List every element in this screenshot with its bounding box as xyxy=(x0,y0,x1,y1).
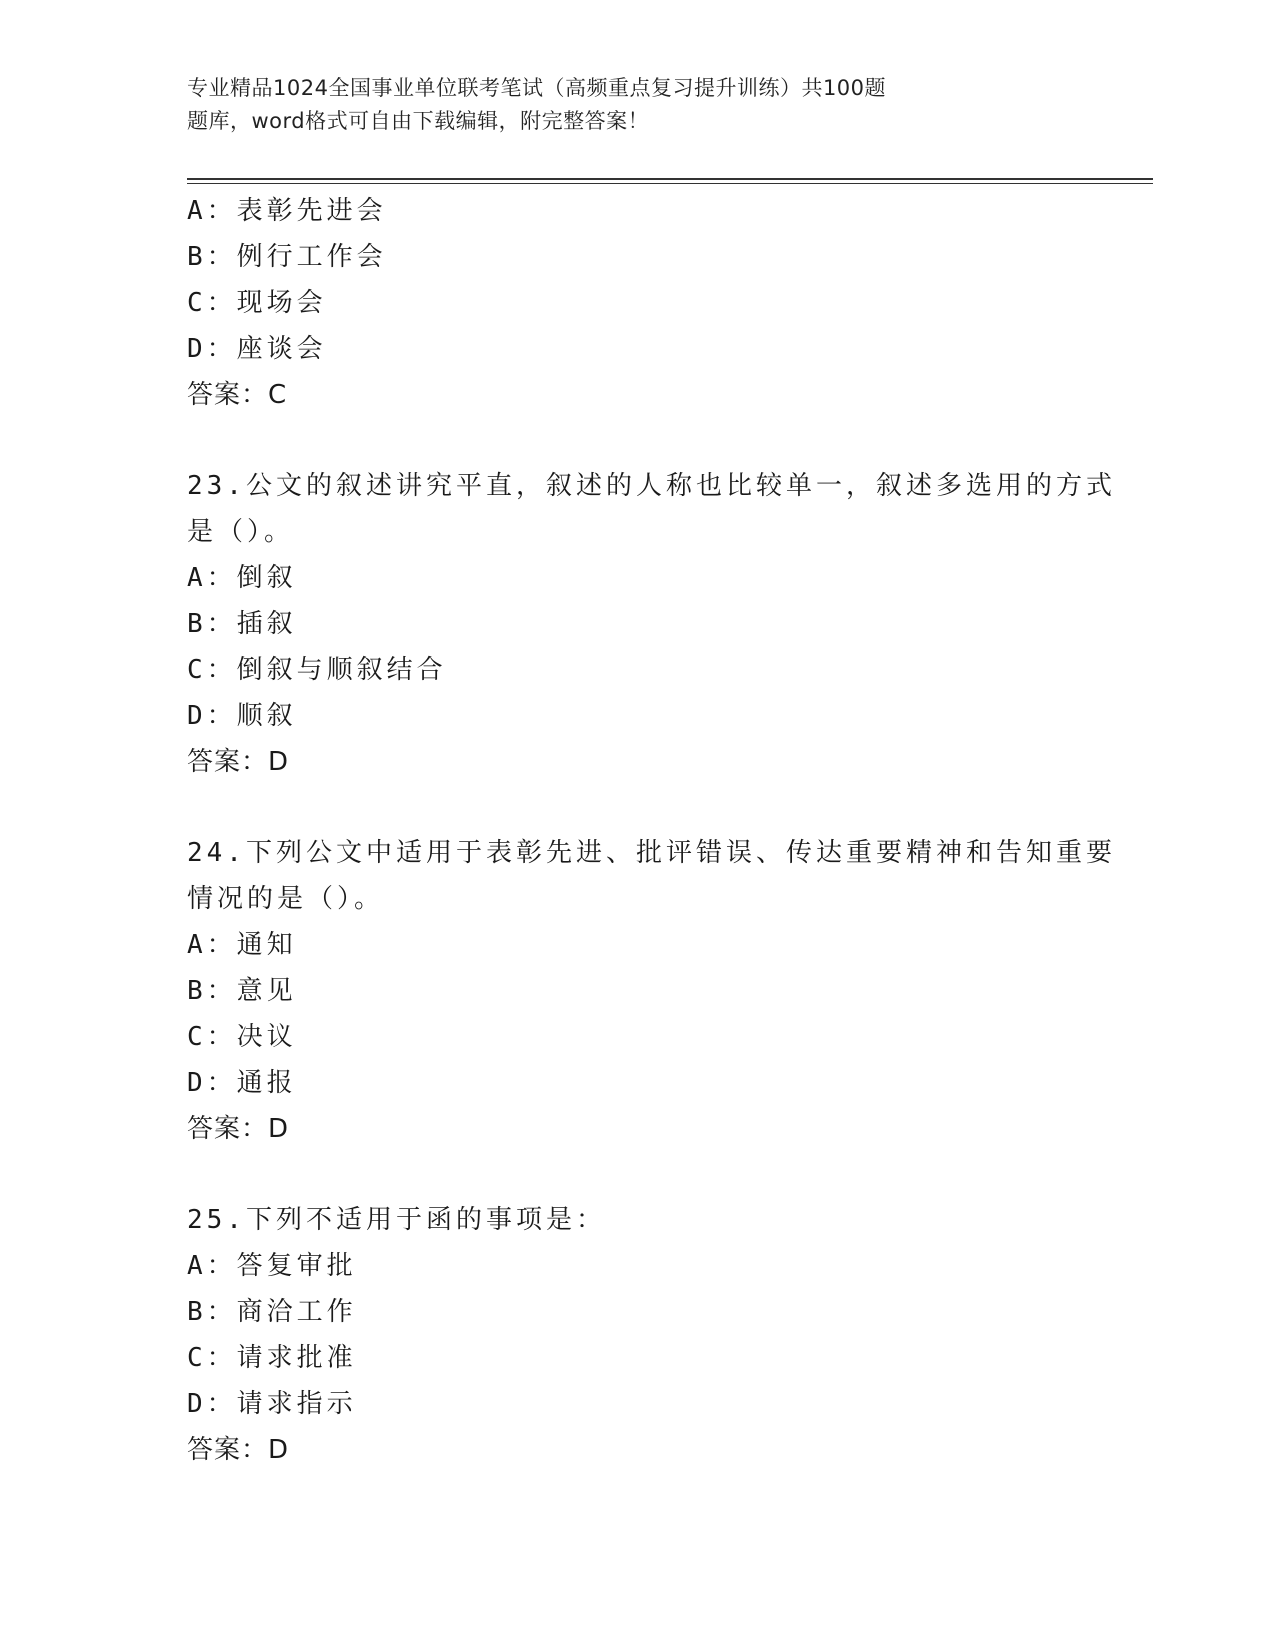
option-d: D：通报 xyxy=(187,1068,297,1098)
option-b: B：插叙 xyxy=(187,609,297,639)
answer: 答案：C xyxy=(187,380,288,410)
header-line-1: 专业精品1024全国事业单位联考笔试（高频重点复习提升训练）共100题 xyxy=(187,76,887,100)
question-23 xyxy=(187,463,1116,785)
question-stem-cont: 情况的是（）。 xyxy=(187,884,385,914)
answer: 答案：D xyxy=(187,747,290,777)
option-a: A：倒叙 xyxy=(187,563,297,593)
header-line-2: 题库，word格式可自由下载编辑，附完整答案！ xyxy=(187,109,650,133)
option-d: D：请求指示 xyxy=(187,1389,357,1419)
option-c: C：决议 xyxy=(187,1022,297,1052)
question-list xyxy=(187,188,1116,1473)
question-25 xyxy=(187,1197,1087,1473)
question-22 xyxy=(187,188,1087,418)
answer: 答案：D xyxy=(187,1435,290,1465)
question-stem: 25.下列不适用于函的事项是： xyxy=(187,1205,606,1235)
question-24 xyxy=(187,830,1116,1152)
option-b: B：商洽工作 xyxy=(187,1297,357,1327)
document-header xyxy=(187,72,1007,138)
header-divider xyxy=(187,178,1153,184)
option-a: A：通知 xyxy=(187,930,297,960)
question-stem: 24.下列公文中适用于表彰先进、批评错误、传达重要精神和告知重要 xyxy=(187,838,1116,868)
option-d: D：顺叙 xyxy=(187,701,297,731)
option-b: B：例行工作会 xyxy=(187,242,387,272)
question-stem: 23.公文的叙述讲究平直，叙述的人称也比较单一，叙述多选用的方式 xyxy=(187,471,1116,501)
option-a: A：表彰先进会 xyxy=(187,196,387,226)
option-d: D：座谈会 xyxy=(187,334,327,364)
option-c: C：现场会 xyxy=(187,288,327,318)
question-stem-cont: 是（）。 xyxy=(187,517,295,547)
option-b: B：意见 xyxy=(187,976,297,1006)
option-c: C：请求批准 xyxy=(187,1343,357,1373)
answer: 答案：D xyxy=(187,1114,290,1144)
option-c: C：倒叙与顺叙结合 xyxy=(187,655,447,685)
option-a: A：答复审批 xyxy=(187,1251,357,1281)
